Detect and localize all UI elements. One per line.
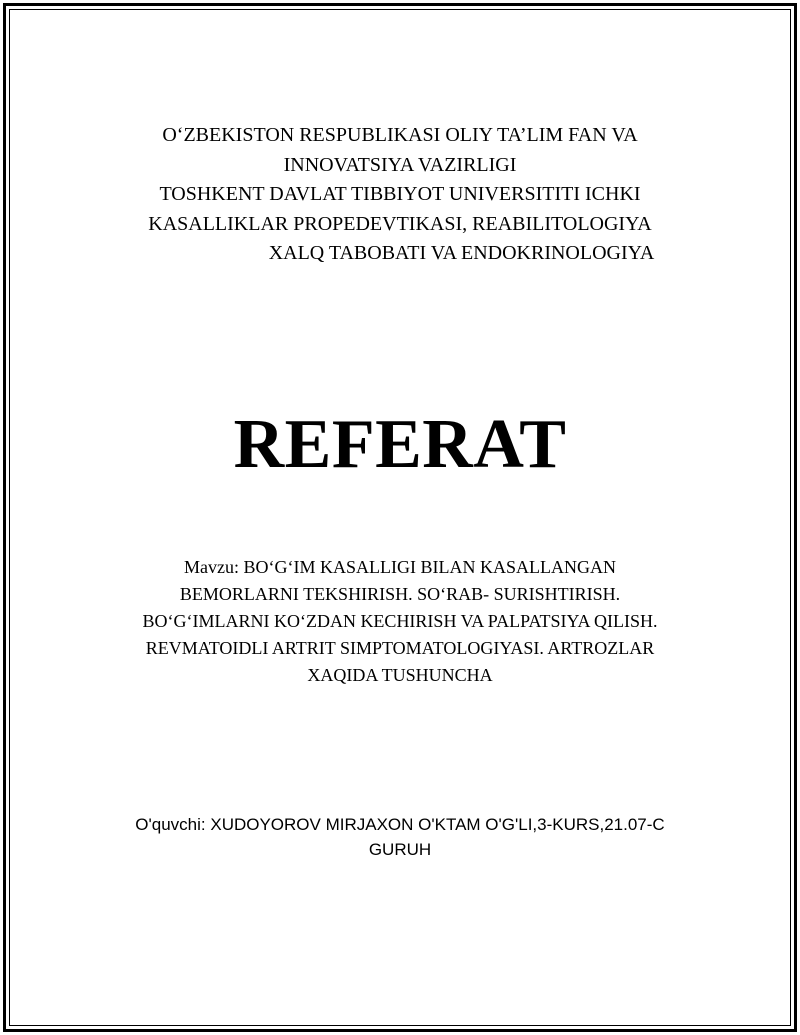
student-line: O'quvchi: XUDOYOROV MIRJAXON O'KTAM O'G'LI,3-KURS,21.07-C xyxy=(135,815,665,834)
institution-header xyxy=(60,121,740,269)
document-title: REFERAT xyxy=(233,406,567,483)
header-line: XALQ TABOBATI VA ENDOKRINOLOGIYA xyxy=(268,242,655,264)
topic-line: BO‘G‘IMLARNI KO‘ZDAN KECHIRISH VA PALPATSIYA QILISH. xyxy=(142,611,658,631)
topic-line: Mavzu: BO‘G‘IM KASALLIGI BILAN KASALLANGAN xyxy=(184,557,616,577)
header-line: KASALLIKLAR PROPEDEVTIKASI, REABILITOLOGIYA xyxy=(148,212,652,235)
header-line: O‘ZBEKISTON RESPUBLIKASI OLIY TA’LIM FAN VA xyxy=(162,124,638,146)
header-line: INNOVATSIYA VAZIRLIGI xyxy=(283,153,517,176)
topic-line: REVMATOIDLI ARTRIT SIMPTOMATOLOGIYASI. ARTROZLAR xyxy=(145,638,655,658)
student-info xyxy=(80,812,720,862)
topic-line: XAQIDA TUSHUNCHA xyxy=(307,665,493,685)
topic-block xyxy=(100,554,700,689)
student-line: GURUH xyxy=(368,840,432,859)
header-line: TOSHKENT DAVLAT TIBBIYOT UNIVERSITITI ICHKI xyxy=(159,183,641,205)
topic-line: BEMORLARNI TEKSHIRISH. SO‘RAB- SURISHTIRISH. xyxy=(179,584,621,604)
